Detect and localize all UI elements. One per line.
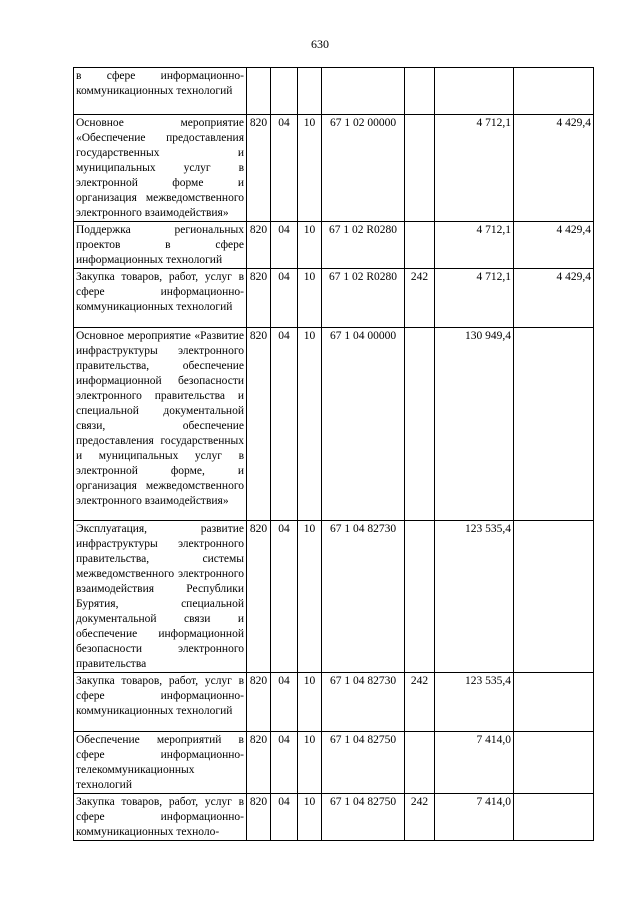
cell-rz: 04 — [271, 115, 298, 222]
cell-vr — [405, 222, 435, 269]
cell-sum-1: 4 712,1 — [435, 222, 514, 269]
table-row — [74, 222, 594, 269]
cell-csr: 67 1 04 82750 — [322, 794, 405, 841]
cell-sum-1: 123 535,4 — [435, 673, 514, 732]
cell-sum-2 — [514, 794, 594, 841]
cell-sum-1 — [435, 68, 514, 115]
cell-gr — [247, 68, 271, 115]
cell-pr: 10 — [298, 794, 322, 841]
cell-csr: 67 1 02 R0280 — [322, 222, 405, 269]
cell-pr: 10 — [298, 521, 322, 673]
cell-pr: 10 — [298, 328, 322, 521]
budget-table — [73, 67, 594, 841]
cell-vr: 242 — [405, 794, 435, 841]
table-row — [74, 68, 594, 115]
table-row — [74, 115, 594, 222]
cell-gr: 820 — [247, 521, 271, 673]
cell-sum-1: 123 535,4 — [435, 521, 514, 673]
cell-sum-2 — [514, 328, 594, 521]
cell-sum-2: 4 429,4 — [514, 115, 594, 222]
cell-vr — [405, 732, 435, 794]
cell-rz: 04 — [271, 222, 298, 269]
row-name: Эксплуатация, развитие инфраструктуры электронного правительства, системы межведомственного электронного взаимодействия Республики Бурятия, специальной документальной связи и обеспечение информационной безопасности электронного правительства — [74, 521, 247, 673]
cell-gr: 820 — [247, 794, 271, 841]
cell-csr: 67 1 04 82750 — [322, 732, 405, 794]
row-name: Основное мероприятие «Развитие инфраструктуры электронного правительства, обеспечение информационной безопасности электронного правительства и специальной документальной связи, обеспечение предоставления государственных и муниципальных услуг в электронной форме, и организация межведомственного электронного взаимодействия» — [74, 328, 247, 521]
table-row — [74, 794, 594, 841]
row-name: Закупка товаров, работ, услуг в сфере информационно-коммуникационных технологий — [74, 269, 247, 328]
cell-vr — [405, 115, 435, 222]
cell-pr: 10 — [298, 732, 322, 794]
cell-sum-2 — [514, 673, 594, 732]
cell-gr: 820 — [247, 732, 271, 794]
cell-sum-2: 4 429,4 — [514, 222, 594, 269]
cell-rz — [271, 68, 298, 115]
cell-sum-1: 130 949,4 — [435, 328, 514, 521]
cell-csr — [322, 68, 405, 115]
table-row — [74, 521, 594, 673]
cell-gr: 820 — [247, 222, 271, 269]
cell-vr — [405, 68, 435, 115]
page-number: 630 — [311, 37, 329, 51]
cell-rz: 04 — [271, 732, 298, 794]
cell-pr: 10 — [298, 115, 322, 222]
cell-pr: 10 — [298, 222, 322, 269]
cell-sum-2: 4 429,4 — [514, 269, 594, 328]
cell-csr: 67 1 04 82730 — [322, 673, 405, 732]
cell-sum-1: 7 414,0 — [435, 794, 514, 841]
cell-vr — [405, 521, 435, 673]
row-name: в сфере информационно-коммуникационных технологий — [74, 68, 247, 115]
cell-vr — [405, 328, 435, 521]
cell-vr: 242 — [405, 673, 435, 732]
cell-sum-1: 4 712,1 — [435, 269, 514, 328]
cell-sum-2 — [514, 732, 594, 794]
table-row — [74, 328, 594, 521]
cell-vr: 242 — [405, 269, 435, 328]
row-name: Обеспечение мероприятий в сфере информационно-телекоммуникационных технологий — [74, 732, 247, 794]
cell-gr: 820 — [247, 115, 271, 222]
row-name: Основное мероприятие «Обеспечение предоставления государственных и муниципальных услуг в электронной форме и организация межведомственного электронного взаимодействия» — [74, 115, 247, 222]
cell-sum-1: 4 712,1 — [435, 115, 514, 222]
cell-csr: 67 1 02 00000 — [322, 115, 405, 222]
cell-rz: 04 — [271, 328, 298, 521]
cell-sum-2 — [514, 521, 594, 673]
cell-pr: 10 — [298, 269, 322, 328]
cell-gr: 820 — [247, 269, 271, 328]
cell-gr: 820 — [247, 328, 271, 521]
cell-rz: 04 — [271, 794, 298, 841]
cell-pr — [298, 68, 322, 115]
cell-rz: 04 — [271, 269, 298, 328]
cell-gr: 820 — [247, 673, 271, 732]
row-name: Закупка товаров, работ, услуг в сфере информационно-коммуникационных технологий — [74, 673, 247, 732]
cell-csr: 67 1 04 00000 — [322, 328, 405, 521]
cell-sum-1: 7 414,0 — [435, 732, 514, 794]
table-row — [74, 732, 594, 794]
cell-csr: 67 1 04 82730 — [322, 521, 405, 673]
table-row — [74, 269, 594, 328]
cell-rz: 04 — [271, 673, 298, 732]
cell-rz: 04 — [271, 521, 298, 673]
row-name: Закупка товаров, работ, услуг в сфере информационно-коммуникационных техноло- — [74, 794, 247, 841]
table-row — [74, 673, 594, 732]
cell-pr: 10 — [298, 673, 322, 732]
cell-csr: 67 1 02 R0280 — [322, 269, 405, 328]
cell-sum-2 — [514, 68, 594, 115]
row-name: Поддержка региональных проектов в сфере информационных технологий — [74, 222, 247, 269]
